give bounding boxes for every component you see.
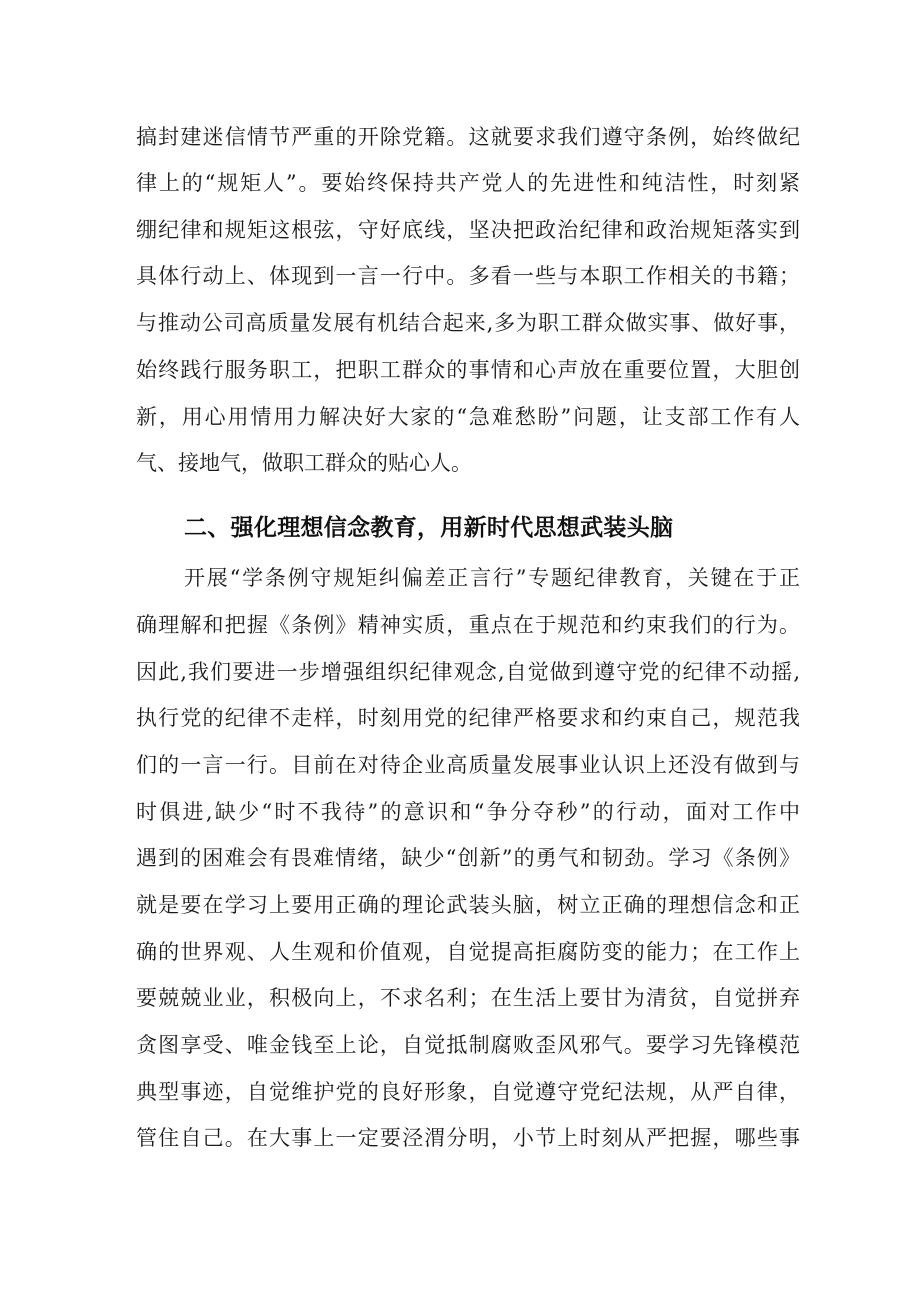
- paragraph-line: 开展“学条例守规矩纠偏差正言行”专题纪律教育，关键在于正: [184, 566, 800, 590]
- section-heading: 二、强化理想信念教育，用新时代思想武装头脑: [184, 515, 674, 541]
- paragraph-line: 新，用心用情用力解决好大家的“急难愁盼”问题，让支部工作有人: [136, 405, 800, 429]
- paragraph-line: 要兢兢业业，积极向上，不求名利；在生活上要甘为清贫，自觉拼弃: [136, 986, 800, 1010]
- paragraph-line: 与推动公司高质量发展有机结合起来,多为职工群众做实事、做好事，: [136, 311, 800, 335]
- paragraph-line: 律上的“规矩人”。要始终保持共产党人的先进性和纯洁性，时刻紧: [136, 171, 800, 195]
- paragraph-line: 遇到的困难会有畏难情绪，缺少“创新”的勇气和韧劲。学习《条例》: [136, 846, 800, 870]
- paragraph-line: 确的世界观、人生观和价值观，自觉提高拒腐防变的能力；在工作上: [136, 940, 800, 964]
- paragraph-line: 因此,我们要进一步增强组织纪律观念,自觉做到遵守党的纪律不动摇,: [136, 660, 800, 684]
- paragraph-line: 搞封建迷信情节严重的开除党籍。这就要求我们遵守条例，始终做纪: [136, 125, 800, 149]
- paragraph-line: 时俱进,缺少“时不我待”的意识和“争分夺秒”的行动，面对工作中: [136, 800, 800, 824]
- paragraph-line: 绷纪律和规矩这根弦，守好底线，坚决把政治纪律和政治规矩落实到: [136, 218, 800, 242]
- paragraph-line: 具体行动上、体现到一言一行中。多看一些与本职工作相关的书籍；: [136, 264, 800, 288]
- paragraph-line: 确理解和把握《条例》精神实质，重点在于规范和约束我们的行为。: [136, 613, 800, 637]
- paragraph-line: 就是要在学习上要用正确的理论武装头脑，树立正确的理想信念和正: [136, 893, 800, 917]
- paragraph-line: 管住自己。在大事上一定要泾渭分明，小节上时刻从严把握，哪些事: [136, 1126, 800, 1150]
- paragraph-line: 典型事迹，自觉维护党的良好形象，自觉遵守党纪法规，从严自律，: [136, 1080, 800, 1104]
- paragraph-line: 执行党的纪律不走样，时刻用党的纪律严格要求和约束自己，规范我: [136, 706, 800, 730]
- paragraph-line: 气、接地气，做职工群众的贴心人。: [136, 451, 472, 475]
- paragraph-line: 贪图享受、唯金钱至上论，自觉抵制腐败歪风邪气。要学习先锋模范: [136, 1033, 800, 1057]
- paragraph-line: 们的一言一行。目前在对待企业高质量发展事业认识上还没有做到与: [136, 753, 800, 777]
- paragraph-line: 始终践行服务职工，把职工群众的事情和心声放在重要位置，大胆创: [136, 358, 800, 382]
